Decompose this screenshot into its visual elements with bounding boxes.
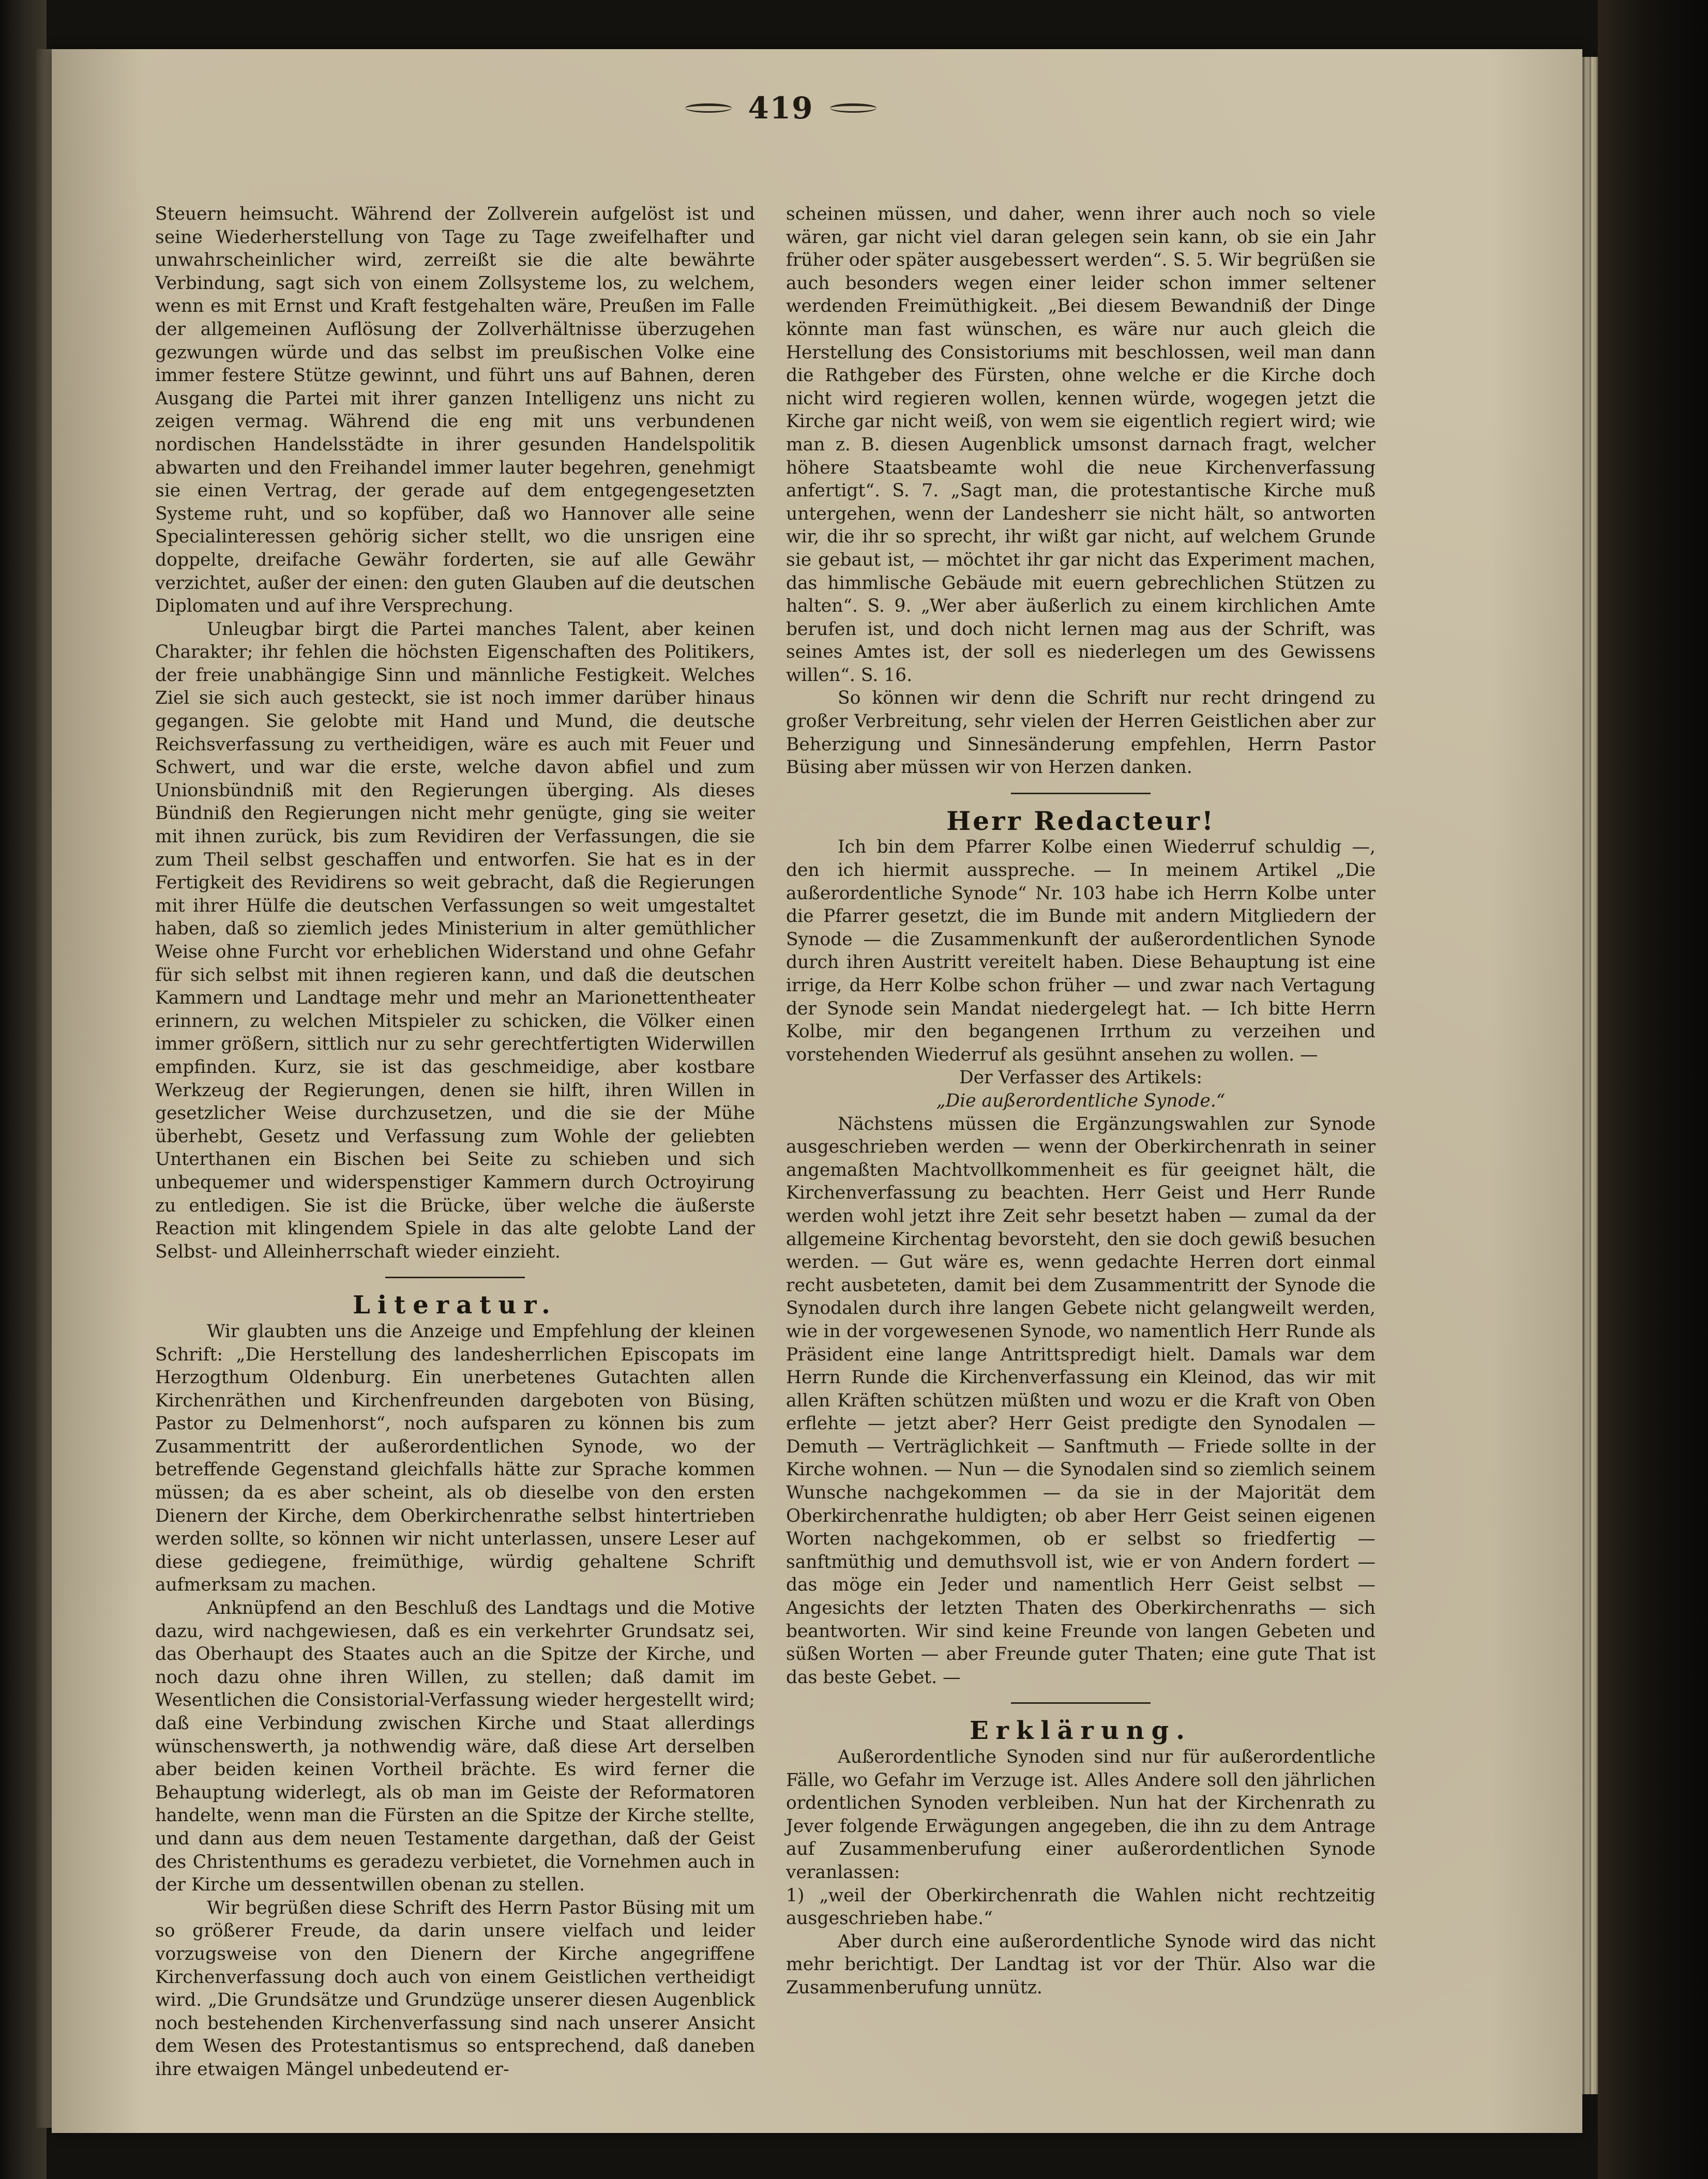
section-divider [1011,793,1151,794]
paragraph: Außerordentliche Synoden sind nur für außerordentliche Fälle, wo Gefahr im Verzuge ist. Alles Andere soll den jährlichen ordentlichen Synoden verbleiben. Nun hat der Kirchenrath zu Jever folgende Erwägungen angegeben, die ihn zu dem Antrage auf Zusammenberufung einer außerordentlichen Synode veranlassen: [786,1747,1376,1883]
page-number: 419 [748,90,814,126]
section-title-erklaerung: Erklärung. [970,1716,1192,1746]
paragraph: Nächstens müssen die Ergänzungswahlen zur Synode ausgeschrieben werden — wenn der Oberkirchenrath in seiner angemaßten Machtvollkommenheit es für geeignet hält, die Kirchenverfassung zu beachten. Herr Geist und Herr Runde werden wohl jetzt ihre Zeit sehr besetzt haben — zumal da der allgemeine Kirchentag bevorsteht, den sie doch gewiß besuchen werden. — Gut wäre es, wenn gedachte Herren dort einmal recht ausbeteten, damit bei dem Zusammentritt der Synode die Synodalen durch ihre langen Gebete nicht gelangweilt werden, wie in der vorgewesenen Synode, wo namentlich Herr Runde als Präsident eine lange Antrittspredigt hielt. Damals war dem Herrn Runde die Kirchenverfassung ein Kleinod, das wir mit allen Kräften schützen müßten und wozu er die Kraft von Oben erflehte — jetzt aber? Herr Geist predigte den Synodalen — Demuth — Verträglichkeit — Sanftmuth — Friede sollte in der Kirche wohnen. — Nun — die Synodalen sind so ziemlich seinem Wunsche nachgekommen — da sie in der Majorität dem Oberkirchenrathe huldigten; ob aber Herr Geist seinen eigenen Worten nachgekommen, ob er selbst so friedfertig — sanftmüthig und demuthsvoll ist, wie er von Andern fordert — das möge ein Jeder und namentlich Herr Geist selbst — Angesichts der letzten Thaten des Oberkirchenraths — sich beantworten. Wir sind keine Freunde von langen Gebeten und süßen Worten — aber Freunde guter Thaten; eine gute That ist das beste Gebet. — [786,1113,1376,1688]
paragraph: Anknüpfend an den Beschluß des Landtags und die Motive dazu, wird nachgewiesen, daß es ein verkehrter Grundsatz sei, das Oberhaupt des Staates auch an die Spitze der Kirche, und noch dazu ohne ihren Willen, zu stellen; daß damit im Wesentlichen die Consistorial-Verfassung wieder hergestellt wird; daß eine Verbindung zwischen Kirche und Staat allerdings wünschenswerth, ja nothwendig wäre, daß diese Art derselben aber beiden keinen Vortheil brächte. Es wird ferner die Behauptung widerlegt, als ob man im Geiste der Reformatoren handelte, wenn man die Fürsten an die Spitze der Kirche stellte, und dann aus dem neuen Testamente dargethan, daß der Geist des Christenthums es geradezu verbietet, die Vornehmen auch in der Kirche um dessentwillen obenan zu stellen. [155,1598,755,1896]
ornament-left-icon [685,103,732,113]
signature-name: „Die außerordentliche Synode.“ [936,1090,1226,1111]
paragraph: Wir begrüßen diese Schrift des Herrn Pastor Büsing mit um so größerer Freude, da darin unsere vielfach und leider vorzugsweise von den Dienern der Kirche angegriffene Kirchenverfassung doch auch von einem Geistlichen vertheidigt wird. „Die Grundsätze und Grundzüge unserer diesen Augenblick noch bestehenden Kirchenverfassung sind nach unserer Ansicht dem Wesen des Protestantismus so entsprechend, daß daneben ihre etwaigen Mängel unbedeutend er- [155,1897,755,2080]
paragraph: Wir glaubten uns die Anzeige und Empfehlung der kleinen Schrift: „Die Herstellung des landesherrlichen Episcopats im Herzogthum Oldenburg. Ein unerbetenes Gutachten allen Kirchenräthen und Kirchenfreunden dargeboten von Büsing, Pastor zu Delmenhorst“, noch aufsparen zu können bis zum Zusammentritt der außerordentlichen Synode, wo der betreffende Gegenstand gleichfalls hätte zur Sprache kommen müssen; da es aber scheint, als ob dieselbe von den ersten Dienern der Kirche, dem Oberkirchenrathe selbst hintertrieben werden sollte, so können wir nicht unterlassen, unsere Leser auf diese gediegene, freimüthige, würdig gehaltene Schrift aufmerksam zu machen. [155,1321,755,1596]
right-column [786,203,1376,2000]
section-title-literatur: Literatur. [353,1291,557,1320]
left-column [155,203,755,2081]
signature-line: Der Verfasser des Artikels: [959,1067,1202,1088]
section-title-redacteur: Herr Redacteur! [946,805,1215,836]
paragraph: Steuern heimsucht. Während der Zollverein aufgelöst ist und seine Wiederherstellung von Tage zu Tage zweifelhafter und unwahrscheinlicher wird, zerreißt sie die alte bewährte Verbindung, sagt sich von einem Zollsysteme los, zu welchem, wenn es mit Ernst und Kraft festgehalten wäre, Preußen im Falle der allgemeinen Auflösung der Zollverhältnisse überzugehen gezwungen würde und das selbst im preußischen Volke eine immer festere Stütze gewinnt, und führt uns auf Bahnen, deren Ausgang die Partei mit ihrer ganzen Intelligenz uns nicht zu zeigen vermag. Während die eng mit uns verbundenen nordischen Handelsstädte in ihrer gesunden Handelspolitik abwarten und den Freihandel immer lauter begehren, genehmigt sie einen Vertrag, der gerade auf dem entgegengesetzten Systeme ruht, und so kopfüber, daß wo Hannover alle seine Specialinteressen gehörig sicher stellt, wo die unsrigen eine doppelte, dreifache Gewähr forderten, sie auf alle Gewähr verzichtet, außer der einen: den guten Glauben auf die deutschen Diplomaten und auf ihre Versprechung. [155,204,755,617]
paragraph: Unleugbar birgt die Partei manches Talent, aber keinen Charakter; ihr fehlen die höchsten Eigenschaften des Politikers, der freie unabhängige Sinn und männliche Festigkeit. Welches Ziel sie sich auch gesteckt, sie ist noch immer darüber hinaus gegangen. Sie gelobte mit Hand und Mund, die deutsche Reichsverfassung zu vertheidigen, wäre es auch mit Feuer und Schwert, und war die erste, welche davon abfiel und zum Unionsbündniß mit den Regierungen überging. Als dieses Bündniß den Regierungen nicht mehr genügte, ging sie weiter mit ihnen zurück, bis zum Revidiren der Verfassungen, die sie zum Theil selbst geschaffen und entworfen. Sie hat es in der Fertigkeit des Revidirens so weit gebracht, daß die Regierungen mit ihrer Hülfe die deutschen Verfassungen so weit umgestaltet haben, daß so ziemlich jedes Ministerium in alter gemüthlicher Weise ohne Furcht vor erheblichen Widerstand und ohne Gefahr für sich selbst mit ihnen regieren kann, und daß die deutschen Kammern und Landtage mehr und mehr an Marionettentheater erinnern, zu welchen Mitspieler zu schicken, die Völker einen immer größern, sittlich nur zu sehr gerechtfertigten Widerwillen empfinden. Kurz, sie ist das geschmeidige, aber kostbare Werkzeug der Regierungen, denen sie hilft, ihren Willen in gesetzlicher Weise durchzusetzen, und die sie der Mühe überhebt, Gesetz und Verfassung zum Wohle der geliebten Unterthanen ein Bischen bei Seite zu schieben und sich unbequemer und widerspenstiger Kammern durch Octroyirung zu entledigen. Sie ist die Brücke, über welche die äußerste Reaction mit klingendem Spiele in das alte gelobte Land der Selbst- und Alleinherrschaft wieder einzieht. [155,618,755,1262]
list-item: 1) „weil der Oberkirchenrath die Wahlen nicht rechtzeitig ausgeschrieben habe.“ [786,1885,1376,1929]
paragraph: So können wir denn die Schrift nur recht dringend zu großer Verbreitung, sehr vielen der Herren Geistlichen aber zur Beherzigung und Sinnesänderung empfehlen, Herrn Pastor Büsing aber müssen wir von Herzen danken. [786,688,1376,778]
section-divider [1011,1702,1151,1704]
paragraph: scheinen müssen, und daher, wenn ihrer auch noch so viele wären, gar nicht viel daran gelegen sein kann, ob sie ein Jahr früher oder später ausgebessert werden“. S. 5. Wir begrüßen sie auch besonders wegen einer leider schon immer seltener werdenden Freimüthigkeit. „Bei diesem Bewandniß der Dinge könnte man fast wünschen, es wäre nur auch gleich die Herstellung des Consistoriums mit beschlossen, weil man dann die Rathgeber des Fürsten, ohne welche er die Kirche doch nicht wird regieren wollen, kennen würde, wogegen jetzt die Kirche gar nicht weiß, von wem sie eigentlich regiert wird; wie man z. B. diesen Augenblick umsonst darnach fragt, welcher höhere Staatsbeamte wohl die neue Kirchenverfassung anfertigt“. S. 7. „Sagt man, die protestantische Kirche muß untergehen, wenn der Landesherr sie nicht hält, so antworten wir, die ihr so sprecht, ihr wißt gar nicht, auf welchem Grunde sie gebaut ist, — möchtet ihr gar nicht das Experiment machen, das himmlische Gebäude mit euern gebrechlichen Stützen zu halten“. S. 9. „Wer aber äußerlich zu einem kirchlichen Amte berufen ist, und doch nicht lernen mag aus der Schrift, was seines Amtes ist, der soll es niederlegen um des Gewissens willen“. S. 16. [786,204,1376,686]
page-header [662,90,900,137]
book-cover-right [1598,0,1708,2179]
paragraph: Aber durch eine außerordentliche Synode wird das nicht mehr berichtigt. Der Landtag ist vor der Thür. Also war die Zusammenberufung unnütz. [786,1931,1376,1998]
section-divider [385,1277,525,1278]
ornament-right-icon [830,103,876,113]
paragraph: Ich bin dem Pfarrer Kolbe einen Wiederruf schuldig —, den ich hiermit ausspreche. — In meinem Artikel „Die außerordentliche Synode“ Nr. 103 habe ich Herrn Kolbe unter die Pfarrer gesetzt, die im Bunde mit andern Mitgliedern der Synode — die Zusammenkunft der außerordentlichen Synode durch ihren Austritt vereitelt haben. Diese Behauptung ist eine irrige, da Herr Kolbe schon früher — und zwar nach Vertagung der Synode sein Mandat niedergelegt hat. — Ich bitte Herrn Kolbe, mir den begangenen Irrthum zu verzeihen und vorstehenden Wiederruf als gesühnt ansehen zu wollen. — [786,837,1376,1065]
